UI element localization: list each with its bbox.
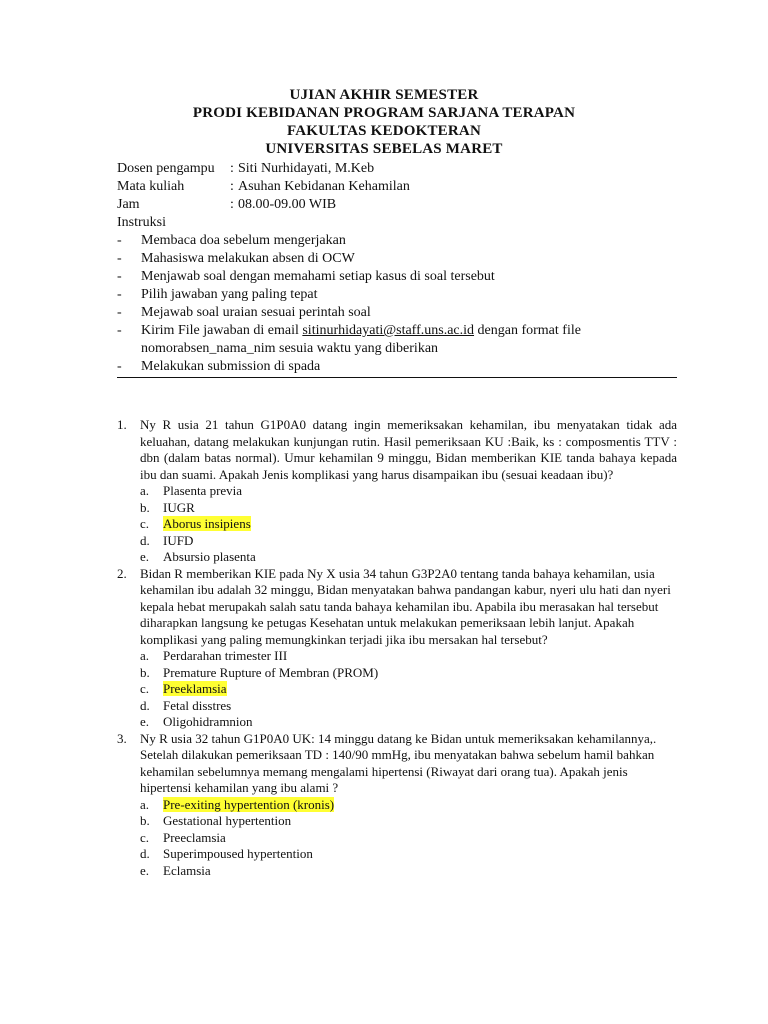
answer-option: b. IUGR (140, 499, 195, 515)
meta-value: 08.00-09.00 WIB (238, 197, 337, 212)
answer-option: b. Gestational hypertention (140, 813, 292, 828)
meta-row-course (117, 178, 410, 196)
question-number: 2. (117, 565, 127, 581)
header-university: UNIVERSITAS SEBELAS MARET (265, 141, 503, 157)
meta-value: Asuhan Kebidanan Kehamilan (238, 179, 410, 194)
instruction-item-email: - Kirim File jawaban di email sitinurhidayati@staff.uns.ac.id dengan format file nomorabsen_nama_nim sesuia waktu yang diberikan (117, 323, 581, 356)
instructions-title: Instruksi (117, 215, 166, 230)
header-title: UJIAN AKHIR SEMESTER (289, 87, 479, 103)
header-faculty: FAKULTAS KEDOKTERAN (287, 123, 481, 139)
email-link[interactable]: sitinurhidayati@staff.uns.ac.id (302, 323, 475, 338)
meta-row-time (117, 196, 410, 214)
answer-option: a. Perdarahan trimester III (140, 648, 288, 663)
question-number: 3. (117, 730, 127, 746)
answer-options (140, 797, 677, 880)
meta-value: Siti Nurhidayati, M.Keb (238, 161, 375, 176)
answer-option: e. Absursio plasenta (140, 549, 256, 564)
meta-label: Mata kuliah (117, 179, 185, 194)
instructions (117, 214, 677, 376)
meta-row-lecturer (117, 160, 410, 178)
divider-line (117, 377, 677, 378)
answer-option: d. Fetal disstres (140, 697, 232, 713)
question-2 (117, 566, 677, 731)
answer-option-highlighted: c. Preeklamsia (140, 681, 227, 696)
instruction-item: - Melakukan submission di spada (117, 359, 321, 374)
meta-colon: : (230, 161, 234, 176)
answer-options (140, 483, 677, 566)
instruction-item: - Mejawab soal uraian sesuai perintah soal (117, 305, 371, 320)
question-text: Ny R usia 21 tahun G1P0A0 datang ingin memeriksakan kehamilan, ibu menyatakan tidak ada keluahan, datang melakukan kunjungan rutin. Hasil pemeriksaan KU :Baik, ks : composmentis TTV : dbn (dalam batas normal). Umur kehamilan 9 minggu, Bidan memberikan KIE tanda bahaya kepada ibu dan suami. Apakah Jenis komplikasi yang harus disampaikan ibu (sesuai keadaan ibu)? (140, 417, 677, 482)
instruction-item: - Mahasiswa melakukan absen di OCW (117, 251, 355, 266)
questions-list (117, 417, 677, 879)
meta-colon: : (230, 179, 234, 194)
question-text: Bidan R memberikan KIE pada Ny X usia 34 tahun G3P2A0 tentang tanda bahaya kehamilan, usia kehamilan ibu adalah 32 minggu, Bidan menyatakan bahwa pandangan kabur, nyeri ulu hati dan nyeri kepala hebat merupakah salah satu tanda bahaya kehamilan ibu. Apabila ibu merasakan hal tersebut diharapkan langsung ke petugas Kesehatan untuk melakukan pemeriksaan lebih lanjut. Apakah komplikasi yang paling memungkinkan terjadi jika ibu mersakan hal tersebut? (140, 565, 671, 647)
answer-option: b. Premature Rupture of Membran (PROM) (140, 664, 379, 680)
instruction-item: - Menjawab soal dengan memahami setiap kasus di soal tersebut (117, 269, 495, 284)
answer-option-highlighted: a. Pre-exiting hypertention (kronis) (140, 796, 335, 812)
answer-option-highlighted: c. Aborus insipiens (140, 516, 251, 531)
instruction-item: - Membaca doa sebelum mengerjakan (117, 233, 346, 248)
meta-label: Jam (117, 197, 140, 212)
meta-colon: : (230, 197, 234, 212)
meta-label: Dosen pengampu (117, 161, 215, 176)
answer-option: d. Superimpoused hypertention (140, 846, 313, 861)
answer-option: a. Plasenta previa (140, 483, 243, 498)
question-3 (117, 731, 677, 880)
exam-meta (117, 160, 410, 214)
question-number: 1. (117, 417, 127, 432)
instructions-list (117, 232, 677, 376)
exam-header (0, 86, 768, 158)
question-text: Ny R usia 32 tahun G1P0A0 UK: 14 minggu datang ke Bidan untuk memeriksakan kehamilannya,. Setelah dilakukan pemeriksaan TD : 140/90 mmHg, ibu menyatakan bahwa sebelum hamil bahkan kehamilan sebelumnya memang mengalami hipertensi (Riwayat dari orang tua). Apakah jenis hipertensi kehamilan yang ibu alami ? (140, 730, 657, 795)
header-program: PRODI KEBIDANAN PROGRAM SARJANA TERAPAN (192, 105, 576, 121)
answer-option: c. Preeclamsia (140, 829, 226, 845)
answer-option: e. Oligohidramnion (140, 714, 253, 729)
answer-option: e. Eclamsia (140, 862, 211, 878)
instruction-item: - Pilih jawaban yang paling tepat (117, 287, 318, 302)
answer-option: d. IUFD (140, 532, 194, 548)
answer-options (140, 648, 677, 731)
question-1 (117, 417, 677, 566)
